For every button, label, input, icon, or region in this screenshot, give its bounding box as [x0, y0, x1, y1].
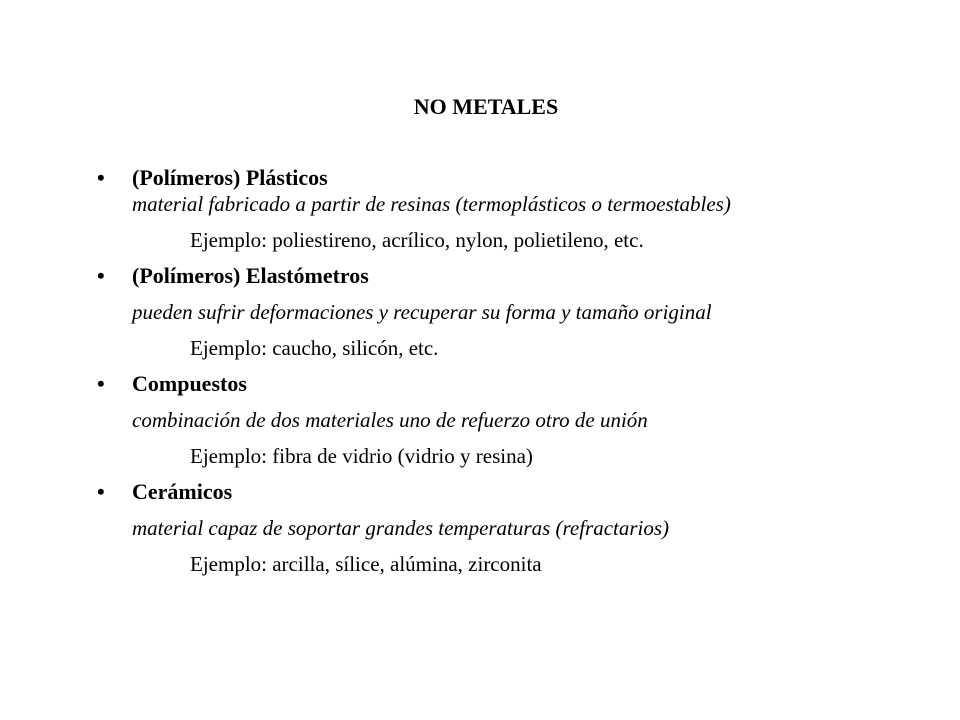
item-description: material capaz de soportar grandes temperaturas (refractarios): [132, 516, 670, 540]
item-example: Ejemplo: caucho, silicón, etc.: [190, 336, 439, 360]
slide-title: NO METALES: [413, 94, 559, 119]
item-heading: Compuestos: [132, 371, 247, 396]
bullet-icon: •: [97, 371, 105, 396]
bullet-icon: •: [97, 165, 105, 190]
bullet-icon: •: [97, 263, 105, 288]
bullet-list: [97, 165, 937, 577]
item-heading: (Polímeros) Elastómetros: [132, 263, 369, 288]
item-example: Ejemplo: fibra de vidrio (vidrio y resina): [190, 444, 533, 468]
list-item-plasticos: [97, 165, 937, 253]
list-item-elastometros: [97, 263, 937, 361]
item-description: pueden sufrir deformaciones y recuperar su forma y tamaño original: [132, 300, 712, 324]
item-description: material fabricado a partir de resinas (termoplásticos o termoestables): [132, 192, 731, 216]
item-example: Ejemplo: arcilla, sílice, alúmina, zirconita: [190, 552, 542, 576]
list-item-ceramicos: [97, 479, 937, 577]
list-item-compuestos: [97, 371, 937, 469]
item-description: combinación de dos materiales uno de refuerzo otro de unión: [132, 408, 648, 432]
item-example: Ejemplo: poliestireno, acrílico, nylon, polietileno, etc.: [190, 228, 644, 252]
item-heading: (Polímeros) Plásticos: [132, 165, 328, 190]
bullet-icon: •: [97, 479, 105, 504]
item-heading: Cerámicos: [132, 479, 233, 504]
